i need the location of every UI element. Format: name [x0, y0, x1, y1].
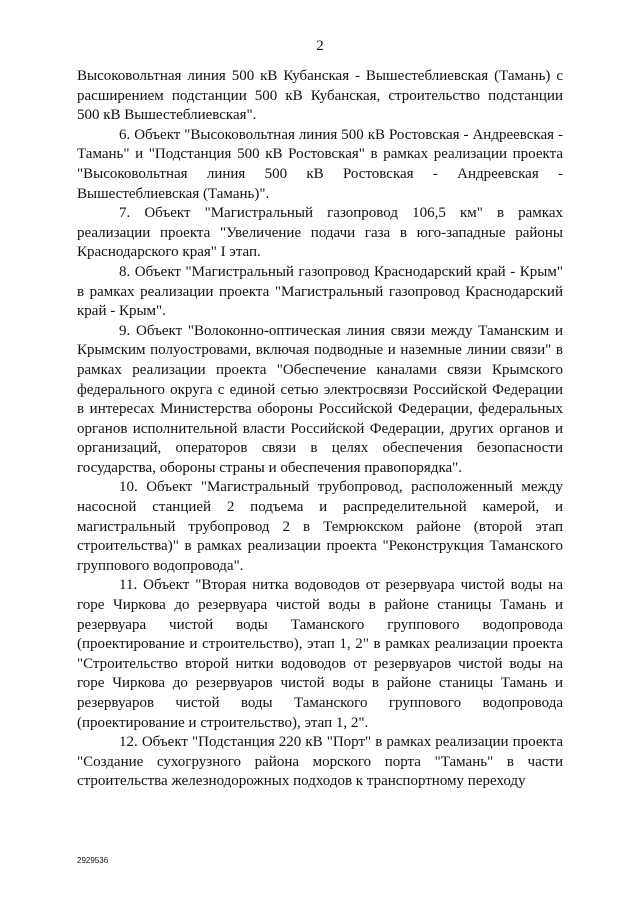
paragraph-item-11: 11. Объект "Вторая нитка водоводов от резервуара чистой воды на горе Чиркова до резервуара чистой воды в районе станицы Тамань и резервуара чистой воды Таманского группового водопровода (проектирование и строительство), этап 1, 2" в рамках реализации проекта "Строительство второй нитки водоводов от резервуаров чистой воды на горе Чиркова до резервуаров чистой воды в районе станицы Тамань и резервуаров чистой воды Таманского группового водопровода (проектирование и строительство), этап 1, 2". — [77, 577, 563, 731]
paragraph-item-7: 7. Объект "Магистральный газопровод 106,5 км" в рамках реализации проекта "Увеличение подачи газа в юго-западные районы Краснодарского края" I этап. — [77, 205, 563, 261]
paragraph-item-10: 10. Объект "Магистральный трубопровод, расположенный между насосной станцией 2 подъема и распределительной камерой, и магистральный трубопровод 2 в Темрюкском районе (второй этап строительства)" в рамках реализации проекта "Реконструкция Таманского группового водопровода". — [77, 479, 563, 574]
page-number: 2 — [316, 38, 324, 54]
paragraph-item-12: 12. Объект "Подстанция 220 кВ "Порт" в рамках реализации проекта "Создание сухогрузного района морского порта "Тамань" в части строительства железнодорожных подходов к транспортному переходу — [77, 734, 563, 790]
paragraph-item-6: 6. Объект "Высоковольтная линия 500 кВ Ростовская - Андреевская - Тамань" и "Подстанция 500 кВ Ростовская" в рамках реализации проекта "Высоковольтная линия 500 кВ Ростовская - Андреевская - Вышестеблиевская (Тамань)". — [77, 126, 563, 202]
paragraph-item-9: 9. Объект "Волоконно-оптическая линия связи между Таманским и Крымским полуостровами, включая подводные и наземные линии связи" в рамках реализации проекта "Обеспечение каналами связи Крымского федерального округа с единой сетью электросвязи Российской Федерации в интересах Министерства обороны Российской Федерации, федеральных органов исполнительной власти Российской Федерации, других органов и организаций, операторов связи в целях обеспечения безопасности государства, обороны страны и обеспечения правопорядка". — [77, 322, 563, 476]
paragraph-continuation: Высоковольтная линия 500 кВ Кубанская - Вышестеблиевская (Тамань) с расширением подстанции 500 кВ Кубанская, строительство подстанции 500 кВ Вышестеблиевская". — [77, 68, 563, 124]
document-id: 2929536 — [77, 856, 109, 865]
paragraph-item-8: 8. Объект "Магистральный газопровод Краснодарский край - Крым" в рамках реализации проекта "Магистральный газопровод Краснодарский край - Крым". — [77, 263, 563, 320]
document-body — [77, 67, 563, 792]
